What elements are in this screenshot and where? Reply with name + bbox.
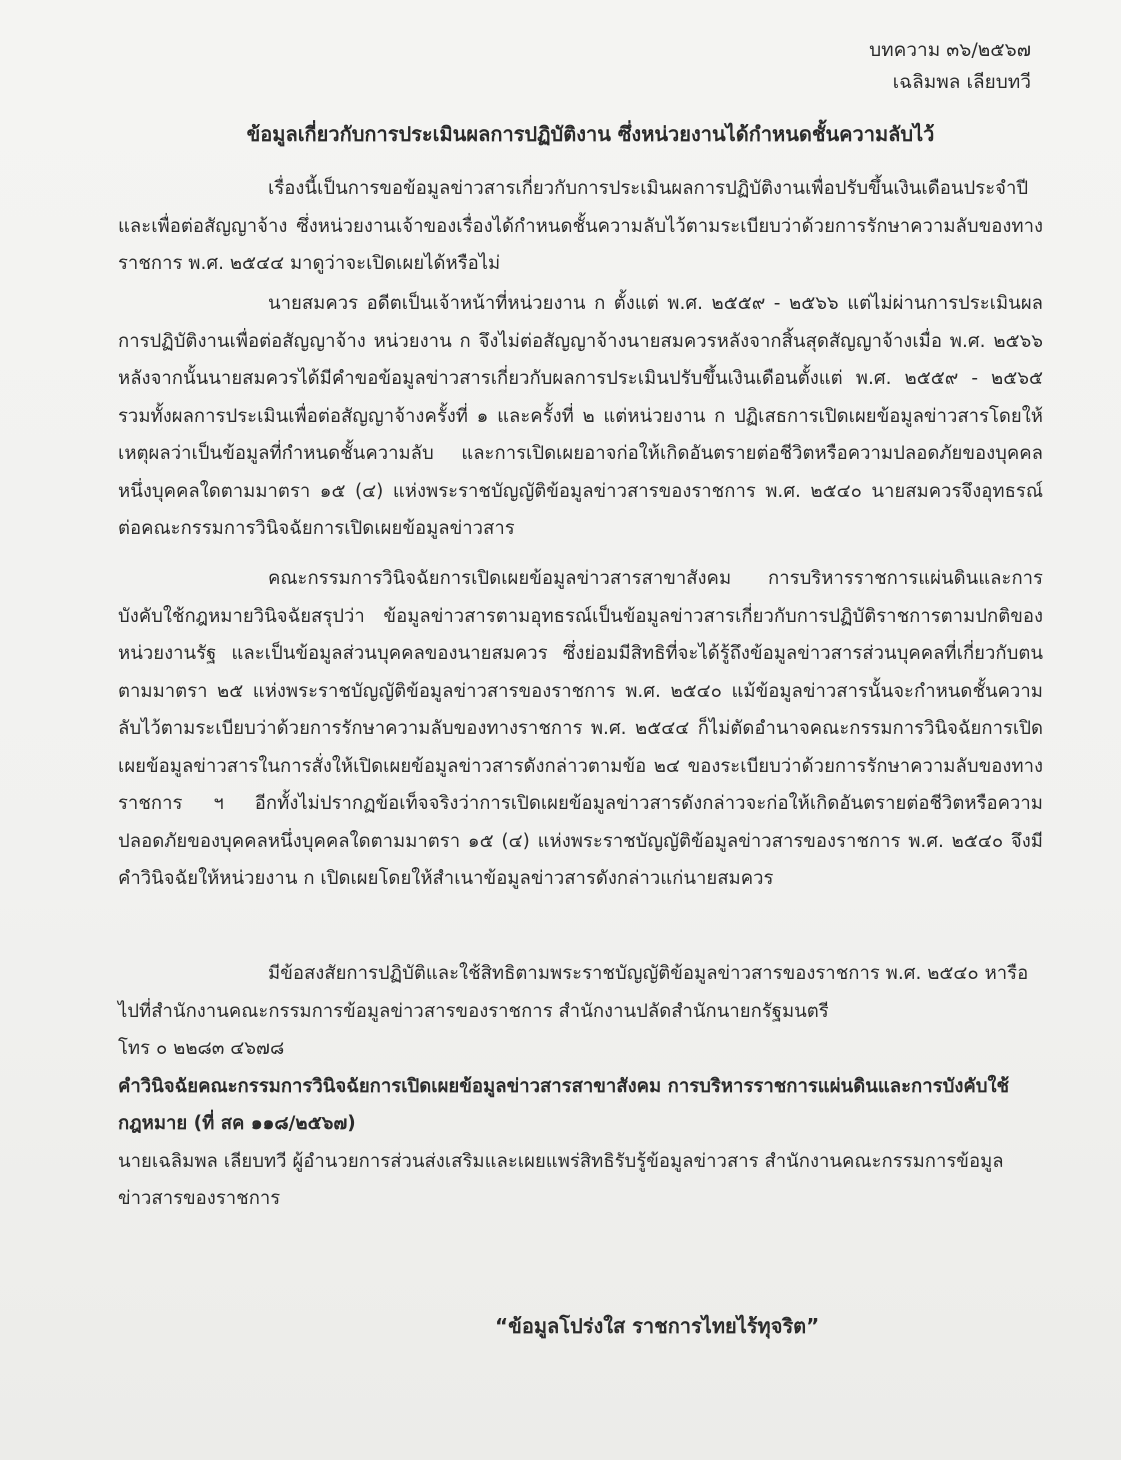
ruling-reference: คำวินิจฉัยคณะกรรมการวินิจฉัยการเปิดเผยข้อมูลข่าวสารสาขาสังคม การบริหารราชการแผ่นดินและการบังคับใช้กฎหมาย (ที่ สค ๑๑๘/๒๕๖๗) (118, 1075, 1010, 1134)
contact-section (118, 955, 1043, 1218)
paragraph-facts (118, 285, 1043, 548)
paragraph-text: คณะกรรมการวินิจฉัยการเปิดเผยข้อมูลข่าวสารสาขาสังคม การบริหารราชการแผ่นดินและการบังคับใช้กฎหมายวินิจฉัยสรุปว่า ข้อมูลข่าวสารตามอุทธรณ์เป็นข้อมูลข่าวสารเกี่ยวกับการปฏิบัติราชการตามปกติของหน่วยงานรัฐ และเป็นข้อมูลส่วนบุคคลของนายสมควร ซึ่งย่อมมีสิทธิที่จะได้รู้ถึงข้อมูลข่าวสารส่วนบุคคลที่เกี่ยวกับตนตามมาตรา ๒๕ แห่งพระราชบัญญัติข้อมูลข่าวสารของราชการ พ.ศ. ๒๕๔๐ แม้ข้อมูลข่าวสารนั้นจะกำหนดชั้นความลับไว้ตามระเบียบว่าด้วยการรักษาความลับของทางราชการ พ.ศ. ๒๕๔๔ ก็ไม่ตัดอำนาจคณะกรรมการวินิจฉัยการเปิดเผยข้อมูลข่าวสารในการสั่งให้เปิดเผยข้อมูลข่าวสารดังกล่าวตามข้อ ๒๔ ของระเบียบว่าด้วยการรักษาความลับของทางราชการ ฯ อีกทั้งไม่ปรากฏข้อเท็จจริงว่าการเปิดเผยข้อมูลข่าวสารดังกล่าวจะก่อให้เกิดอันตรายต่อชีวิตหรือความปลอดภัยของบุคคลหนึ่งบุคคลใดตามมาตรา ๑๕ (๔) แห่งพระราชบัญญัติข้อมูลข่าวสารของราชการ พ.ศ. ๒๕๔๐ จึงมีคำวินิจฉัยให้หน่วยงาน ก เปิดเผยโดยให้สำเนาข้อมูลข่าวสารดังกล่าวแก่นายสมควร (118, 568, 1043, 889)
header-block (869, 34, 1031, 98)
author-name: เฉลิมพล เลียบทวี (892, 71, 1031, 93)
article-number: บทความ ๓๖/๒๕๖๗ (869, 39, 1031, 61)
contact-phone: โทร ๐ ๒๒๘๓ ๔๖๗๘ (118, 1038, 285, 1059)
paragraph-intro (118, 170, 1043, 283)
paragraph-text: เรื่องนี้เป็นการขอข้อมูลข่าวสารเกี่ยวกับการประเมินผลการปฏิบัติงานเพื่อปรับขึ้นเงินเดือนประจำปีและเพื่อต่อสัญญาจ้าง ซึ่งหน่วยงานเจ้าของเรื่องได้กำหนดชั้นความลับไว้ตามระเบียบว่าด้วยการรักษาความลับของทางราชการ พ.ศ. ๒๕๔๔ มาดูว่าจะเปิดเผยได้หรือไม่ (118, 178, 1043, 274)
document-title: ข้อมูลเกี่ยวกับการประเมินผลการปฏิบัติงาน ซึ่งหน่วยงานได้กำหนดชั้นความลับไว้ (246, 122, 935, 146)
slogan: “ข้อมูลโปร่งใส ราชการไทยไร้ทุจริต” (495, 1314, 820, 1338)
author-line: นายเฉลิมพล เลียบทวี ผู้อำนวยการส่วนส่งเสริมและเผยแพร่สิทธิรับรู้ข้อมูลข่าวสาร สำนักงานคณะกรรมการข้อมูลข่าวสารของราชการ (118, 1150, 1004, 1209)
contact-text: มีข้อสงสัยการปฏิบัติและใช้สิทธิตามพระราชบัญญัติข้อมูลข่าวสารของราชการ พ.ศ. ๒๕๔๐ หารือไปที่สำนักงานคณะกรรมการข้อมูลข่าวสารของราชการ สำนักงานปลัดสำนักนายกรัฐมนตรี (118, 963, 1029, 1022)
paragraph-text: นายสมควร อดีตเป็นเจ้าหน้าที่หน่วยงาน ก ตั้งแต่ พ.ศ. ๒๕๕๙ - ๒๕๖๖ แต่ไม่ผ่านการประเมินผลการปฏิบัติงานเพื่อต่อสัญญาจ้าง หน่วยงาน ก จึงไม่ต่อสัญญาจ้างนายสมควรหลังจากสิ้นสุดสัญญาจ้างเมื่อ พ.ศ. ๒๕๖๖ หลังจากนั้นนายสมควรได้มีคำขอข้อมูลข่าวสารเกี่ยวกับผลการประเมินปรับขึ้นเงินเดือนตั้งแต่ พ.ศ. ๒๕๕๙ - ๒๕๖๕ รวมทั้งผลการประเมินเพื่อต่อสัญญาจ้างครั้งที่ ๑ และครั้งที่ ๒ แต่หน่วยงาน ก ปฏิเสธการเปิดเผยข้อมูลข่าวสารโดยให้เหตุผลว่าเป็นข้อมูลที่กำหนดชั้นความลับ และการเปิดเผยอาจก่อให้เกิดอันตรายต่อชีวิตหรือความปลอดภัยของบุคคลหนึ่งบุคคลใดตามมาตรา ๑๕ (๔) แห่งพระราชบัญญัติข้อมูลข่าวสารของราชการ พ.ศ. ๒๕๔๐ นายสมควรจึงอุทธรณ์ต่อคณะกรรมการวินิจฉัยการเปิดเผยข้อมูลข่าวสาร (118, 293, 1043, 539)
paragraph-ruling (118, 560, 1043, 898)
